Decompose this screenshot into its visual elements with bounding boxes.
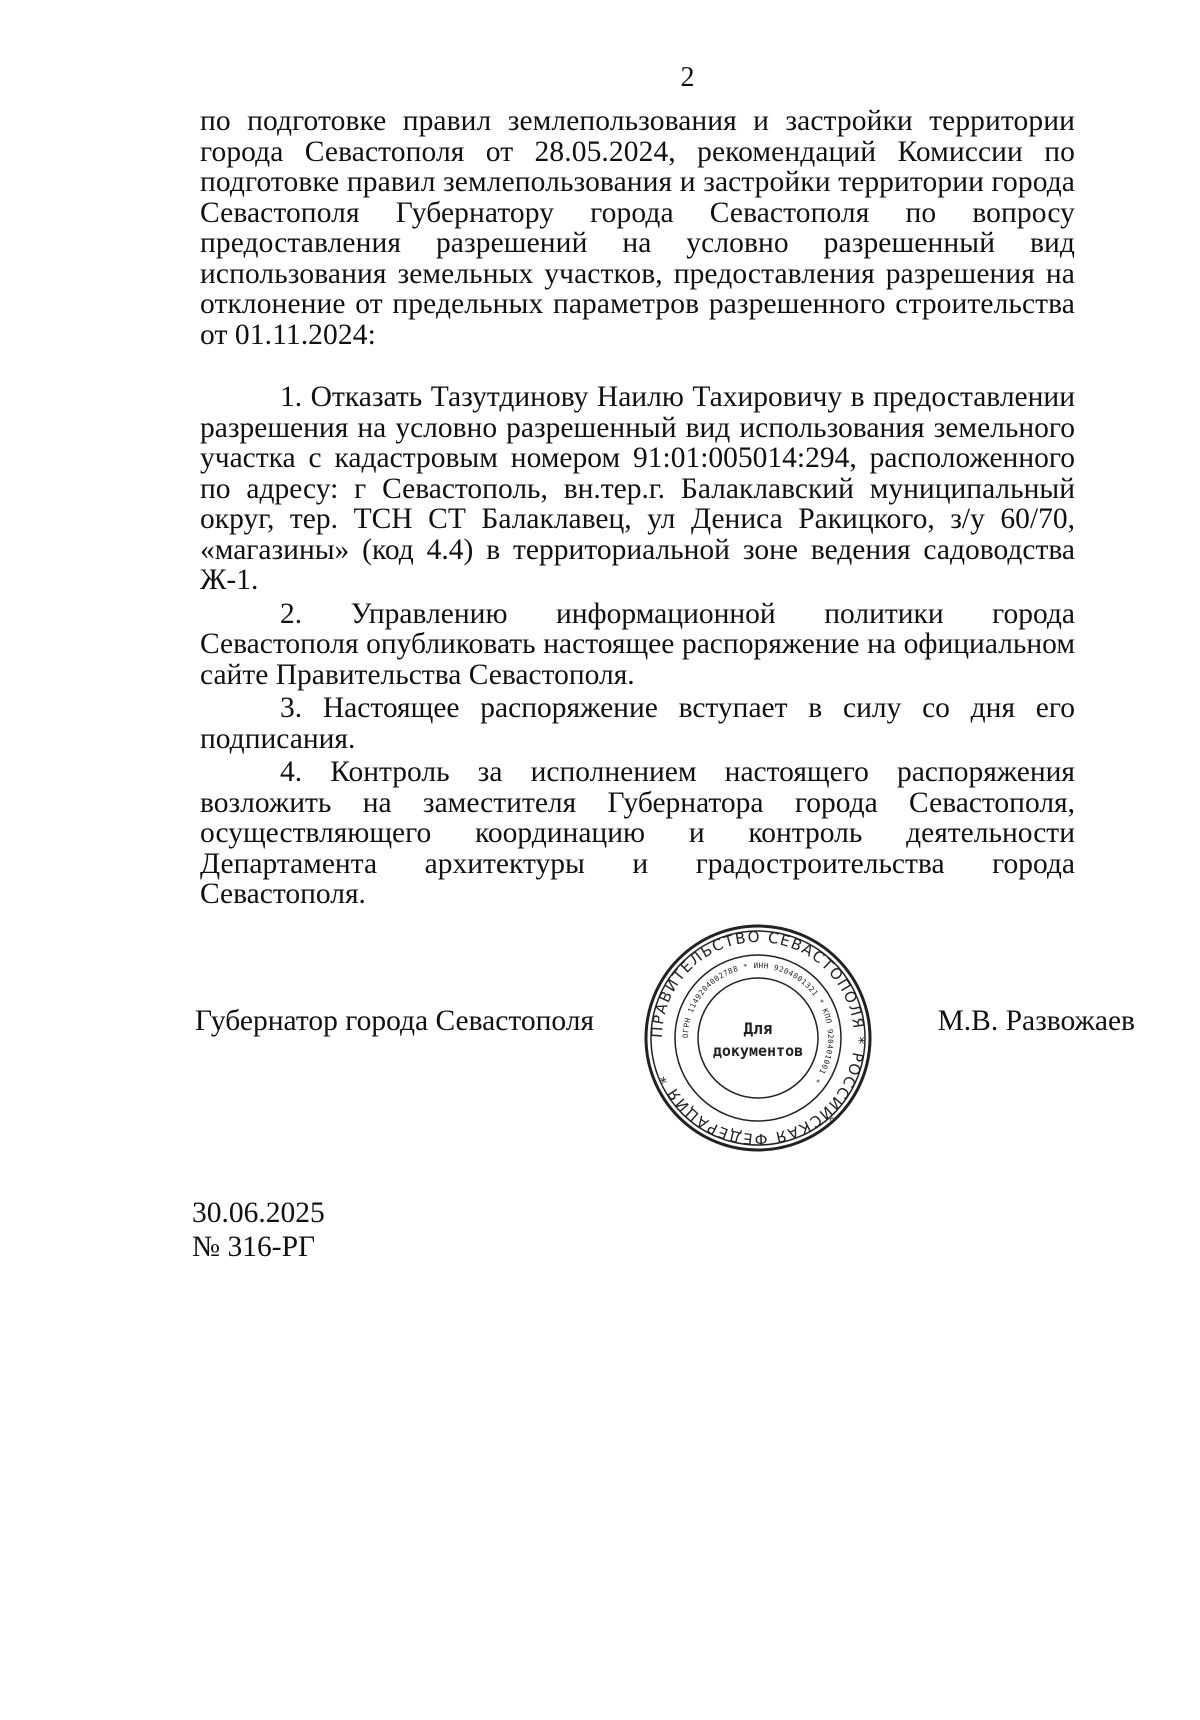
- document-meta: [192, 1196, 325, 1264]
- decision-items: [200, 382, 1075, 913]
- seal-outer-text: ПРАВИТЕЛЬСТВО СЕВАСТОПОЛЯ * РОССИЙСКАЯ ФЕДЕРАЦИЯ *: [647, 927, 869, 1149]
- item-3: 3. Настоящее распоряжение вступает в силу со дня его подписания.: [200, 692, 1075, 755]
- official-seal: [642, 922, 874, 1154]
- item-1: 1. Отказать Тазутдинову Наилю Тахировичу в предоставлении разрешения на условно разрешенный вид использования земельного участка с кадастровым номером 91:01:005014:294, расположенного по адресу: г Севастополь, вн.тер.г. Балаклавский муниципальный округ, тер. ТСН СТ Балаклавец, ул Дениса Ракицкого, з/у 60/70, «магазины» (код 4.4) в территориальной зоне ведения садоводства Ж-1.: [200, 381, 1075, 596]
- item-4: 4. Контроль за исполнением настоящего распоряжения возложить на заместителя Губернатора города Севастополя, осуществляющего координацию и контроль деятельности Департамента архитектуры и градостроительства города Севастополя.: [200, 756, 1075, 910]
- item-2: 2. Управлению информационной политики города Севастополя опубликовать настоящее распоряжение на официальном сайте Правительства Севастополя.: [200, 597, 1075, 691]
- seal-inner-ring-text: ОГРН 1149204002788 * ИНН 9204001321 * КПП 920401001 *: [680, 960, 836, 1086]
- seal-center-line-1: Для: [743, 1019, 773, 1038]
- seal-outer-border: [646, 926, 870, 1150]
- document-number: № 316-РГ: [192, 1231, 316, 1263]
- seal-inner-border: [698, 978, 818, 1098]
- seal-center-line-2: документов: [712, 1042, 804, 1060]
- signatory-name: М.В. Развожаев: [937, 1005, 1135, 1037]
- signatory-position: Губернатор города Севастополя: [195, 1005, 595, 1037]
- page-number: 2: [680, 62, 695, 93]
- seal-middle-border: [675, 955, 841, 1121]
- document-date: 30.06.2025: [192, 1197, 325, 1229]
- intro-paragraph: по подготовке правил землепользования и застройки территории города Севастополя от 28.05.2024, рекомендаций Комиссии по подготовке правил землепользования и застройки территории города Севастополя Губернатору города Севастополя по вопросу предоставления разрешений на условно разрешенный вид использования земельных участков, предоставления разрешения на отклонение от предельных параметров разрешенного строительства от 01.11.2024:: [200, 105, 1075, 351]
